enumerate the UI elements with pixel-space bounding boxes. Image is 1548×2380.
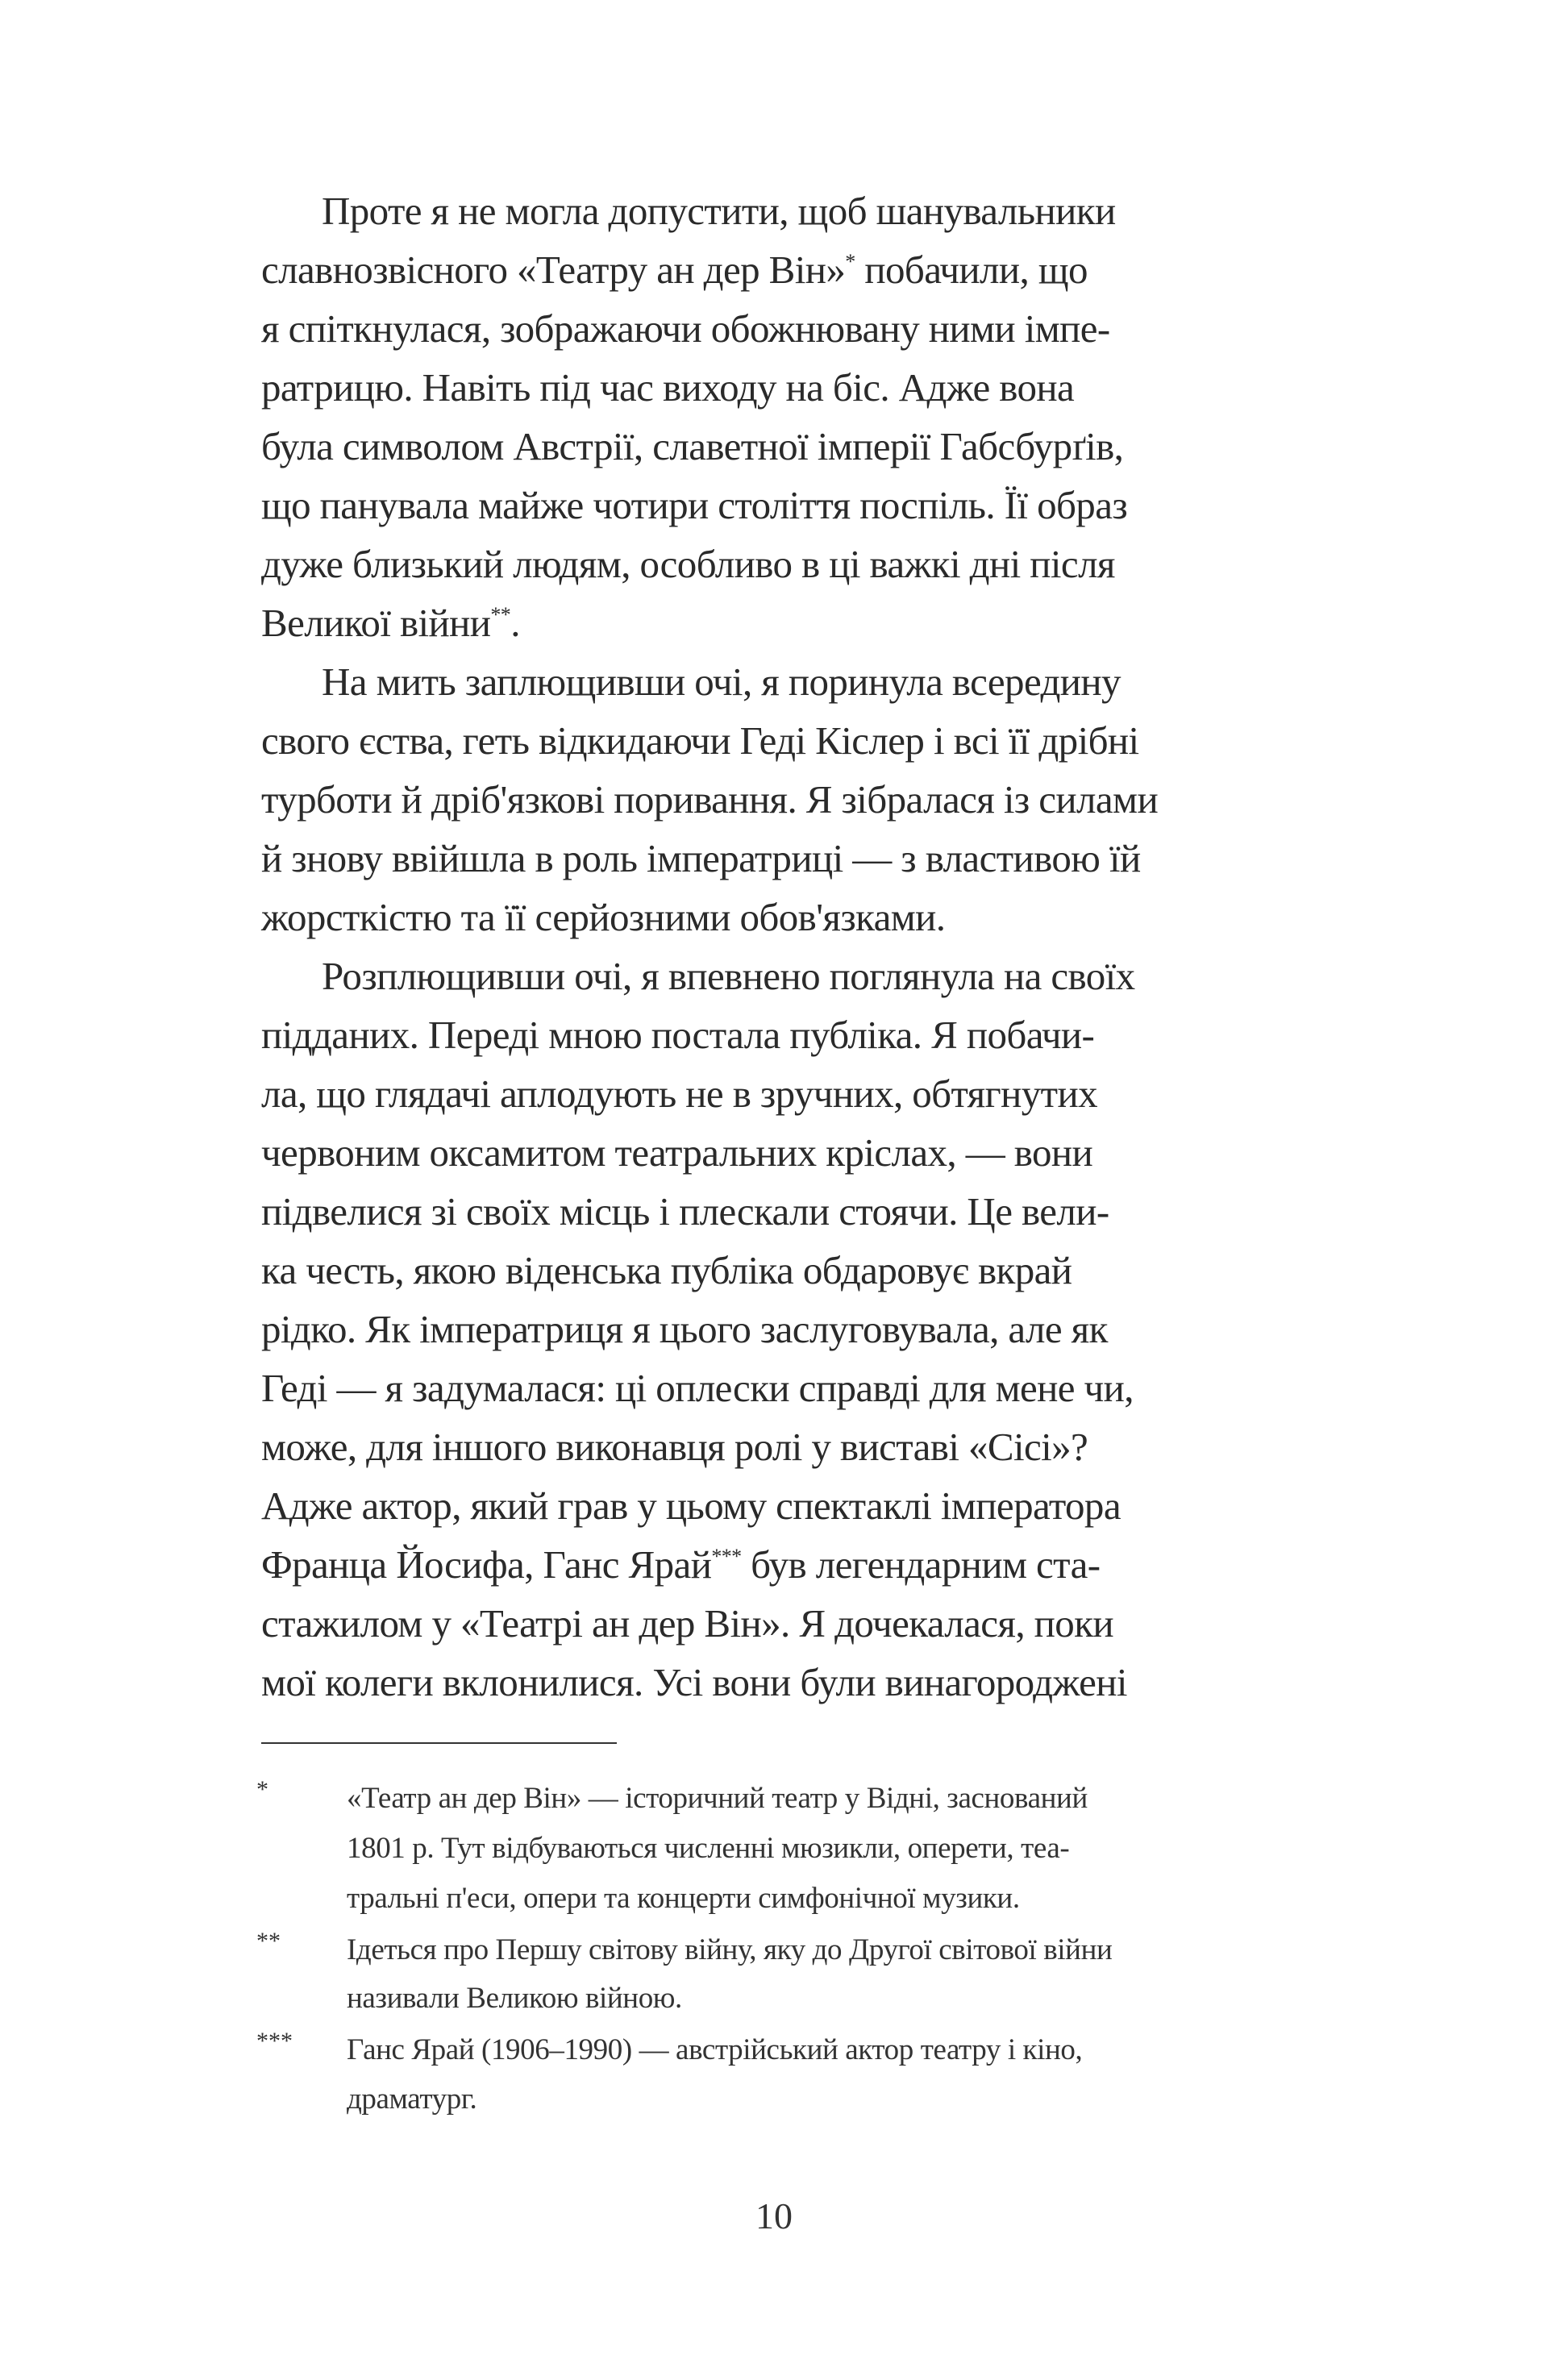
body-line: ла, що глядачі аплодують не в зручних, обтягнутих [261, 1071, 1097, 1116]
body-line-text: був легендарним ста- [741, 1542, 1101, 1587]
body-line [261, 1534, 1330, 1596]
body-line: дуже близький людям, особливо в ці важкі дні після [261, 542, 1115, 586]
footnote-line: 1801 р. Тут відбуваються численні мюзикли, оперети, теа- [347, 1832, 1070, 1865]
body-line: Геді — я задумалася: ці оплески справді для мене чи, [261, 1366, 1134, 1410]
footnote-ref: *** [711, 1545, 742, 1568]
body-line: На мить заплющивши очі, я поринула всередину [322, 659, 1121, 704]
footnote-line: тральні п'еси, опери та концерти симфонічної музики. [347, 1882, 1020, 1915]
body-line: червоним оксамитом театральних кріслах, — вони [261, 1130, 1093, 1175]
body-line: ратрицю. Навіть під час виходу на біс. Адже вона [261, 365, 1075, 410]
body-line: й знову ввійшла в роль імператриці — з властивою їй [261, 836, 1141, 880]
body-line: рідко. Як імператриця я цього заслуговувала, але як [261, 1307, 1108, 1351]
body-line-text: побачили, що [855, 248, 1088, 292]
body-line: мої колеги вклонилися. Усі вони були винагороджені [261, 1660, 1127, 1704]
footnote-line: «Театр ан дер Він» — історичний театр у Відні, заснований [347, 1782, 1088, 1815]
body-line: жорсткістю та її серйозними обов'язками. [261, 895, 946, 939]
body-line-text: . [510, 601, 520, 645]
body-line [261, 239, 1330, 301]
body-line: турботи й дріб'язкові поривання. Я зібралася із силами [261, 777, 1159, 822]
body-line: я спіткнулася, зображаючи обожнювану ними імпе- [261, 306, 1110, 351]
body-line: що панувала майже чотири століття поспіль. Її образ [261, 483, 1128, 527]
body-line: стажилом у «Театрі ан дер Він». Я дочекалася, поки [261, 1601, 1114, 1646]
body-line: підданих. Переді мною постала публіка. Я побачи- [261, 1013, 1095, 1057]
body-line: Розплющивши очі, я впевнено поглянула на своїх [322, 954, 1135, 998]
footnote-ref: ** [490, 603, 511, 626]
footnote-divider [261, 1742, 617, 1744]
body-line-text: Великої війни [261, 601, 491, 645]
body-line: може, для іншого виконавця ролі у виставі «Сісі»? [261, 1425, 1088, 1469]
body-line: ка честь, якою віденська публіка обдаровує вкрай [261, 1248, 1072, 1292]
footnote-marker: ** [256, 1928, 281, 1954]
body-line: Проте я не могла допустити, щоб шанувальники [322, 189, 1116, 233]
body-line: підвелися зі своїх місць і плескали стоячи. Це вели- [261, 1189, 1109, 1234]
footnote-line: драматург. [347, 2082, 477, 2116]
footnote-marker: *** [256, 2028, 293, 2054]
body-line [261, 593, 1330, 654]
page-number: 10 [755, 2195, 793, 2236]
footnote-line: називали Великою війною. [347, 1982, 682, 2015]
body-line: була символом Австрії, славетної імперії Габсбурґів, [261, 424, 1124, 468]
body-line-text: славнозвісного «Театру ан дер Він» [261, 248, 846, 292]
footnote-marker: * [256, 1776, 268, 1803]
body-line: свого єства, геть відкидаючи Геді Кіслер і всі її дрібні [261, 718, 1139, 763]
footnote-line: Ганс Ярай (1906–1990) — австрійський актор театру і кіно, [347, 2033, 1083, 2066]
footnote-ref: * [845, 250, 855, 273]
footnote-line: Ідеться про Першу світову війну, яку до Другої світової війни [347, 1933, 1113, 1966]
body-line: Адже актор, який грав у цьому спектаклі імператора [261, 1483, 1121, 1528]
body-line-text: Франца Йосифа, Ганс Ярай [261, 1542, 712, 1587]
